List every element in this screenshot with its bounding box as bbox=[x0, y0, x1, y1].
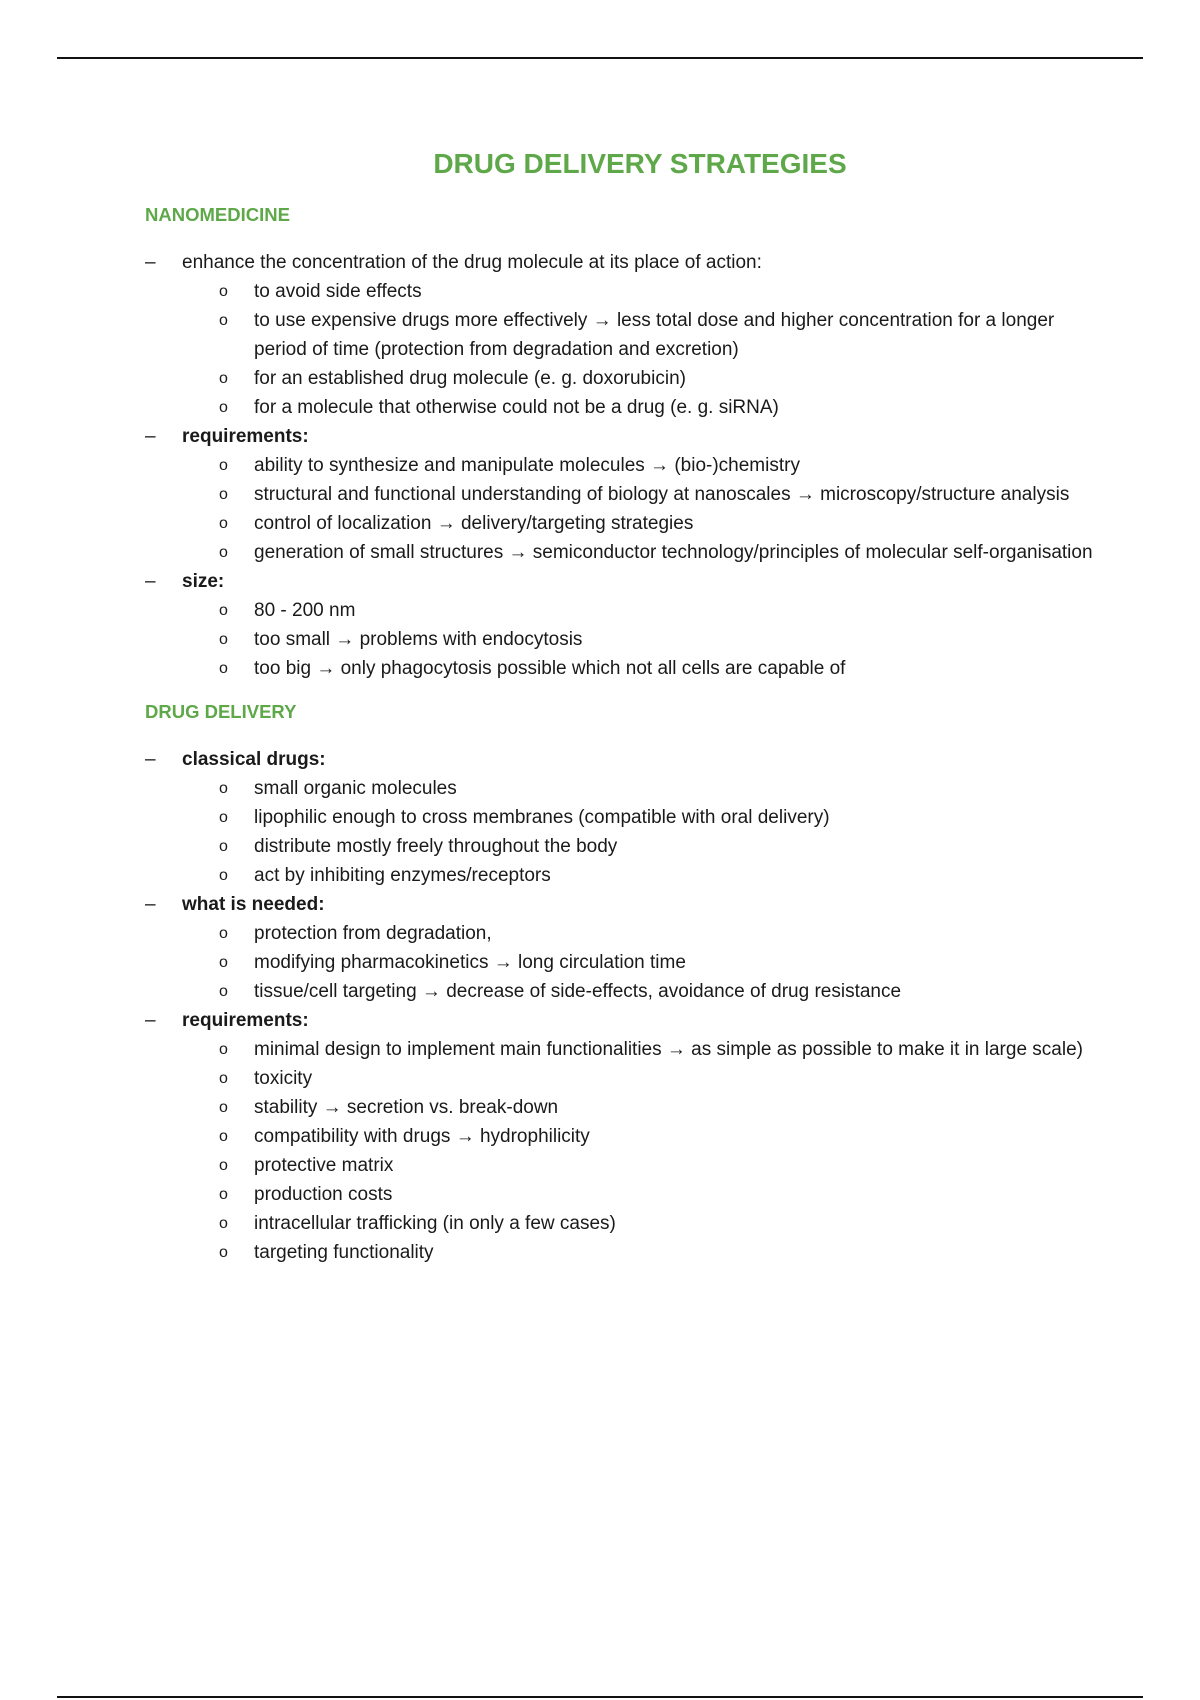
sub-item-text: small organic molecules bbox=[254, 778, 457, 799]
sub-item-text: too small → problems with endocytosis bbox=[254, 629, 583, 650]
circle-bullet-icon: o bbox=[219, 1244, 228, 1261]
bullet-text: enhance the concentration of the drug molecule at its place of action: bbox=[182, 252, 762, 273]
sub-item bbox=[145, 480, 1105, 509]
circle-bullet-icon: o bbox=[219, 1099, 228, 1116]
sub-item-text: control of localization → delivery/targeting strategies bbox=[254, 513, 694, 534]
sub-item bbox=[145, 1209, 1105, 1238]
sub-item-text: toxicity bbox=[254, 1068, 313, 1089]
sub-item bbox=[145, 832, 1105, 861]
sub-item bbox=[145, 919, 1105, 948]
sub-item bbox=[145, 803, 1105, 832]
sub-item-text: generation of small structures → semiconductor technology/principles of molecular self-organisation bbox=[254, 542, 1093, 563]
dash-marker: – bbox=[145, 1010, 156, 1031]
circle-bullet-icon: o bbox=[219, 1128, 228, 1145]
circle-bullet-icon: o bbox=[219, 780, 228, 797]
sub-item bbox=[145, 861, 1105, 890]
sub-item bbox=[145, 654, 1105, 683]
circle-bullet-icon: o bbox=[219, 370, 228, 387]
sub-item-text: modifying pharmacokinetics → long circulation time bbox=[254, 952, 686, 973]
sub-item-text: ability to synthesize and manipulate molecules → (bio-)chemistry bbox=[254, 455, 800, 476]
bullet-text: size: bbox=[182, 571, 225, 592]
circle-bullet-icon: o bbox=[219, 867, 228, 884]
circle-bullet-icon: o bbox=[219, 283, 228, 300]
sub-item bbox=[145, 364, 1105, 393]
bullet-text: what is needed: bbox=[182, 894, 325, 915]
document-title: DRUG DELIVERY STRATEGIES bbox=[433, 148, 847, 179]
bullet-item bbox=[145, 248, 1105, 277]
sub-item-text: lipophilic enough to cross membranes (compatible with oral delivery) bbox=[254, 807, 830, 828]
sub-item bbox=[145, 393, 1105, 422]
section-heading: DRUG DELIVERY bbox=[145, 701, 297, 722]
circle-bullet-icon: o bbox=[219, 399, 228, 416]
sub-item bbox=[145, 1180, 1105, 1209]
sub-item bbox=[145, 306, 1105, 364]
circle-bullet-icon: o bbox=[219, 1215, 228, 1232]
bullet-item bbox=[145, 567, 1105, 596]
sub-item bbox=[145, 277, 1105, 306]
sub-item-text: minimal design to implement main functionalities → as simple as possible to make it in large scale) bbox=[254, 1039, 1083, 1060]
sub-item-text: targeting functionality bbox=[254, 1242, 434, 1263]
bullet-item bbox=[145, 1006, 1105, 1035]
circle-bullet-icon: o bbox=[219, 838, 228, 855]
circle-bullet-icon: o bbox=[219, 809, 228, 826]
circle-bullet-icon: o bbox=[219, 1041, 228, 1058]
sub-item bbox=[145, 451, 1105, 480]
sub-item-text: to use expensive drugs more effectively → less total dose and higher concentration for a longer period of time (protection from degradation and excretion) bbox=[254, 310, 1055, 360]
dash-marker: – bbox=[145, 571, 156, 592]
circle-bullet-icon: o bbox=[219, 1186, 228, 1203]
section-heading: NANOMEDICINE bbox=[145, 204, 290, 225]
sub-item bbox=[145, 1151, 1105, 1180]
circle-bullet-icon: o bbox=[219, 1157, 228, 1174]
sub-item-text: protection from degradation, bbox=[254, 923, 492, 944]
header-rule bbox=[57, 57, 1143, 59]
document-body bbox=[145, 146, 1105, 1267]
bullet-item bbox=[145, 890, 1105, 919]
sub-item bbox=[145, 1035, 1105, 1064]
dash-marker: – bbox=[145, 894, 156, 915]
sub-item bbox=[145, 1238, 1105, 1267]
circle-bullet-icon: o bbox=[219, 457, 228, 474]
sub-item bbox=[145, 509, 1105, 538]
circle-bullet-icon: o bbox=[219, 631, 228, 648]
circle-bullet-icon: o bbox=[219, 660, 228, 677]
dash-marker: – bbox=[145, 426, 156, 447]
circle-bullet-icon: o bbox=[219, 983, 228, 1000]
sub-item bbox=[145, 1093, 1105, 1122]
circle-bullet-icon: o bbox=[219, 1070, 228, 1087]
dash-marker: – bbox=[145, 749, 156, 770]
bullet-item bbox=[145, 422, 1105, 451]
sub-item-text: to avoid side effects bbox=[254, 281, 422, 302]
bullet-item bbox=[145, 745, 1105, 774]
sub-item-text: intracellular trafficking (in only a few cases) bbox=[254, 1213, 616, 1234]
sub-item-text: structural and functional understanding of biology at nanoscales → microscopy/structure analysis bbox=[254, 484, 1070, 505]
dash-marker: – bbox=[145, 252, 156, 273]
sub-item-text: production costs bbox=[254, 1184, 393, 1205]
sub-item bbox=[145, 948, 1105, 977]
footer-rule bbox=[57, 1696, 1143, 1698]
sub-item-text: distribute mostly freely throughout the body bbox=[254, 836, 618, 857]
circle-bullet-icon: o bbox=[219, 544, 228, 561]
sub-item-text: for an established drug molecule (e. g. doxorubicin) bbox=[254, 368, 686, 389]
bullet-text: requirements: bbox=[182, 1010, 309, 1031]
bullet-text: classical drugs: bbox=[182, 749, 326, 770]
sub-item bbox=[145, 538, 1105, 567]
sub-item-text: too big → only phagocytosis possible which not all cells are capable of bbox=[254, 658, 846, 679]
circle-bullet-icon: o bbox=[219, 486, 228, 503]
bullet-text: requirements: bbox=[182, 426, 309, 447]
circle-bullet-icon: o bbox=[219, 954, 228, 971]
sub-item-text: compatibility with drugs → hydrophilicity bbox=[254, 1126, 590, 1147]
sub-item-text: 80 - 200 nm bbox=[254, 600, 356, 621]
circle-bullet-icon: o bbox=[219, 515, 228, 532]
sub-item-text: stability → secretion vs. break-down bbox=[254, 1097, 559, 1118]
sub-item bbox=[145, 977, 1105, 1006]
sub-item bbox=[145, 1064, 1105, 1093]
sub-item-text: tissue/cell targeting → decrease of side-effects, avoidance of drug resistance bbox=[254, 981, 902, 1002]
sub-item-text: protective matrix bbox=[254, 1155, 394, 1176]
sub-item bbox=[145, 1122, 1105, 1151]
circle-bullet-icon: o bbox=[219, 925, 228, 942]
sub-item bbox=[145, 625, 1105, 654]
sub-item bbox=[145, 596, 1105, 625]
circle-bullet-icon: o bbox=[219, 602, 228, 619]
sub-item-text: act by inhibiting enzymes/receptors bbox=[254, 865, 551, 886]
circle-bullet-icon: o bbox=[219, 312, 228, 329]
sub-item bbox=[145, 774, 1105, 803]
sub-item-text: for a molecule that otherwise could not be a drug (e. g. siRNA) bbox=[254, 397, 779, 418]
